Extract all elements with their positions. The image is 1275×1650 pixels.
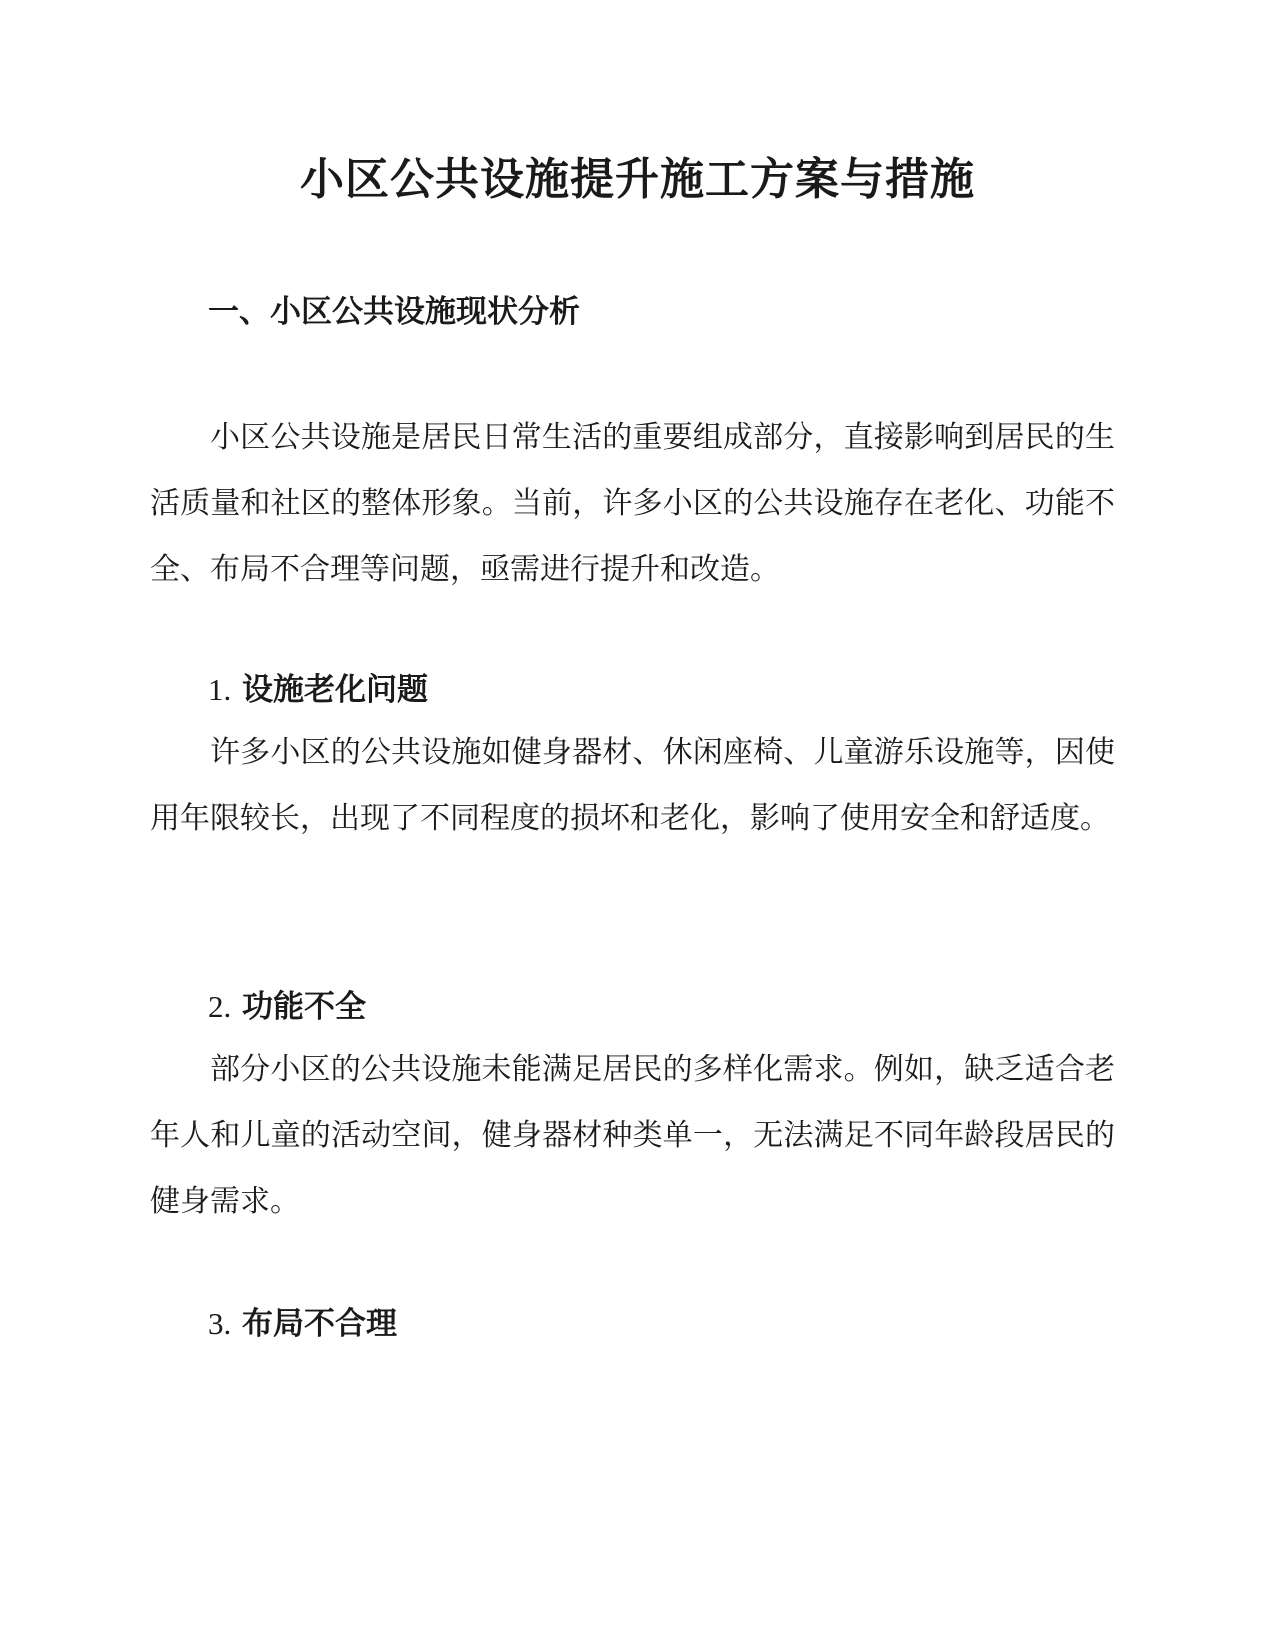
- item-title: 功能不全: [242, 989, 367, 1025]
- subheading-item-2: [208, 985, 366, 1029]
- item-title: 布局不合理: [242, 1306, 398, 1342]
- item-number: 2.: [208, 989, 232, 1024]
- item-1-paragraph: 许多小区的公共设施如健身器材、休闲座椅、儿童游乐设施等，因使用年限较长，出现了不同程度的损坏和老化，影响了使用安全和舒适度。: [150, 735, 1115, 836]
- subheading-item-3: [208, 1302, 397, 1346]
- item-2-paragraph: 部分小区的公共设施未能满足居民的多样化需求。例如，缺乏适合老年人和儿童的活动空间，健身器材种类单一，无法满足不同年龄段居民的健身需求。: [150, 1052, 1115, 1219]
- intro-paragraph: 小区公共设施是居民日常生活的重要组成部分，直接影响到居民的生活质量和社区的整体形象。当前，许多小区的公共设施存在老化、功能不全、布局不合理等问题，亟需进行提升和改造。: [150, 420, 1115, 587]
- subheading-item-1: [208, 668, 428, 712]
- item-title: 设施老化问题: [242, 672, 429, 708]
- page-title: 小区公共设施提升施工方案与措施: [300, 154, 975, 205]
- item-number: 3.: [208, 1306, 232, 1341]
- item-number: 1.: [208, 672, 232, 707]
- section-heading: 一、小区公共设施现状分析: [208, 294, 580, 330]
